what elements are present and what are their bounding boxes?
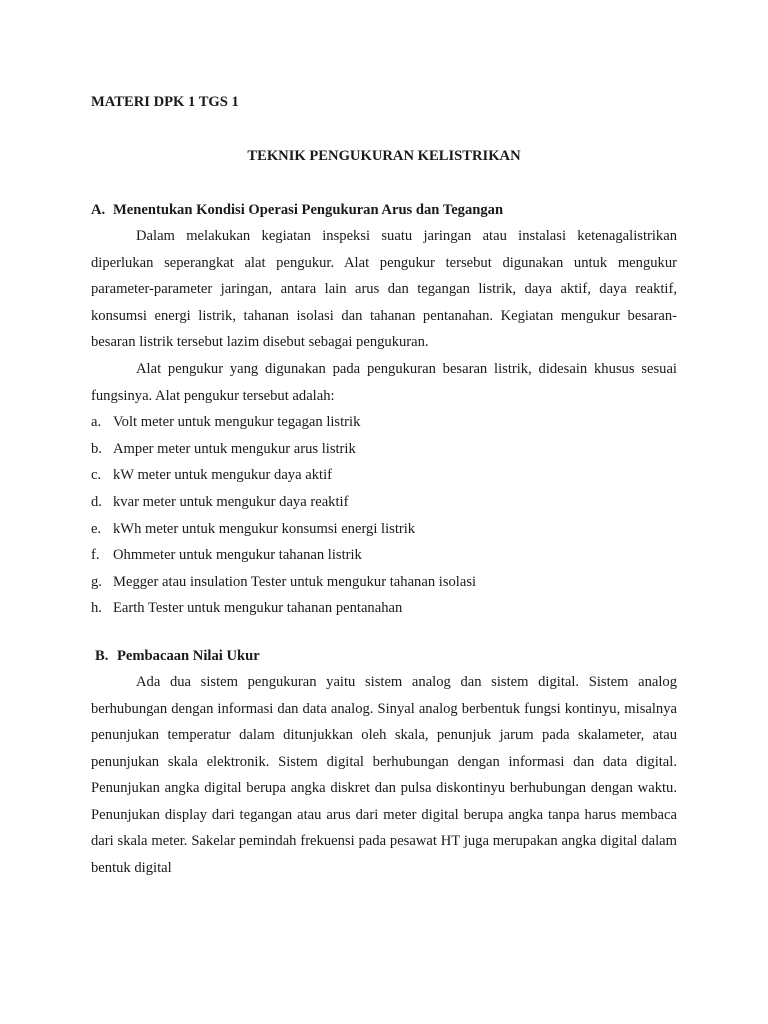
list-item-text: kWh meter untuk mengukur konsumsi energi listrik bbox=[113, 520, 416, 537]
list-item bbox=[91, 489, 677, 516]
list-marker: a. bbox=[91, 414, 102, 431]
document-content bbox=[91, 89, 677, 882]
list-marker: c. bbox=[91, 467, 102, 484]
list-item bbox=[91, 595, 677, 622]
list-marker: g. bbox=[91, 573, 102, 590]
list-marker: e. bbox=[91, 520, 102, 537]
list-marker: h. bbox=[91, 600, 102, 617]
list-item bbox=[91, 569, 677, 596]
section-a-letter: A. bbox=[91, 202, 106, 218]
section-a-paragraph-2: Alat pengukur yang digunakan pada pengukuran besaran listrik, didesain khusus sesuai fungsinya. Alat pengukur tersebut adalah: bbox=[91, 360, 677, 404]
list-item bbox=[91, 462, 677, 489]
list-marker: f. bbox=[91, 547, 100, 564]
list-item bbox=[91, 542, 677, 569]
list-item-text: Earth Tester untuk mengukur tahanan pentanahan bbox=[113, 600, 403, 617]
document-header: MATERI DPK 1 TGS 1 bbox=[91, 94, 239, 110]
section-b-paragraph-1: Ada dua sistem pengukuran yaitu sistem analog dan sistem digital. Sistem analog berhubungan dengan informasi dan data analog. Sinyal analog berbentuk fungsi kontinyu, misalnya penunjukan temperatur dalam ditunjukkan oleh skala, penunjuk jarum pada skalameter, atau penunjukan skala elektronik. Sistem digital berhubungan dengan informasi dan data digital. Penunjukan angka digital berupa angka diskret dan pulsa diskontinyu berhubungan dengan waktu. Penunjukan display dari tegangan atau arus dari meter digital berupa angka tanpa harus membaca dari skala meter. Sakelar pemindah frekuensi pada pesawat HT juga merupakan angka digital dalam bentuk digital bbox=[91, 673, 677, 877]
list-item bbox=[91, 516, 677, 543]
list-item-text: Megger atau insulation Tester untuk mengukur tahanan isolasi bbox=[113, 573, 477, 590]
section-b-heading-text: Pembacaan Nilai Ukur bbox=[117, 647, 260, 664]
section-b-heading bbox=[95, 643, 677, 669]
section-a-heading-text: Menentukan Kondisi Operasi Pengukuran Arus dan Tegangan bbox=[113, 202, 504, 218]
list-item bbox=[91, 409, 677, 436]
list-marker: b. bbox=[91, 440, 102, 457]
list-item-text: kvar meter untuk mengukur daya reaktif bbox=[113, 493, 349, 510]
instrument-list bbox=[91, 409, 677, 622]
list-item-text: Amper meter untuk mengukur arus listrik bbox=[113, 440, 356, 457]
list-marker: d. bbox=[91, 493, 102, 510]
list-item-text: Ohmmeter untuk mengukur tahanan listrik bbox=[113, 547, 362, 564]
list-item-text: kW meter untuk mengukur daya aktif bbox=[113, 467, 332, 484]
section-b-letter: B. bbox=[95, 647, 109, 664]
list-item bbox=[91, 436, 677, 463]
document-title: TEKNIK PENGUKURAN KELISTRIKAN bbox=[247, 148, 521, 164]
section-a-paragraph-1: Dalam melakukan kegiatan inspeksi suatu jaringan atau instalasi ketenagalistrikan diperlukan seperangkat alat pengukur. Alat pengukur tersebut digunakan untuk mengukur parameter-parameter jaringan, antara lain arus dan tegangan listrik, daya aktif, daya reaktif, konsumsi energi listrik, tahanan isolasi dan tahanan pentanahan. Kegiatan mengukur besaran-besaran listrik tersebut lazim disebut sebagai pengukuran. bbox=[91, 228, 677, 351]
list-item-text: Volt meter untuk mengukur tegagan listrik bbox=[113, 414, 361, 431]
section-a-heading bbox=[91, 197, 677, 223]
